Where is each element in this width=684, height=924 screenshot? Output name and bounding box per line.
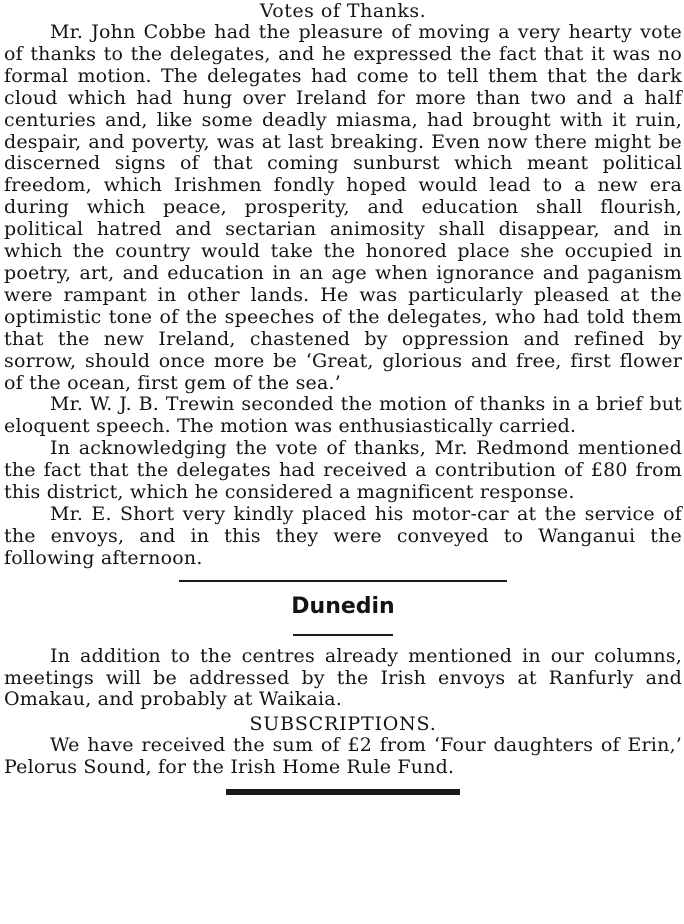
newspaper-column xyxy=(4,0,682,795)
dunedin-heading: Dunedin xyxy=(291,593,395,619)
subscriptions-paragraph: We have received the sum of £2 from ‘Four daughters of Erin,’ Pelorus Sound, for the Irish Home Rule Fund. xyxy=(4,734,682,779)
subscriptions-heading: SUBSCRIPTIONS. xyxy=(249,713,437,736)
end-rule xyxy=(226,789,460,795)
heading-underline xyxy=(293,634,393,636)
votes-paragraph-3: In acknowledging the vote of thanks, Mr. Redmond mentioned the fact that the delegates had received a contribution of £80 from this district, which he considered a magnificent response. xyxy=(4,437,682,504)
votes-paragraph-1: Mr. John Cobbe had the pleasure of moving a very hearty vote of thanks to the delegates, and he expressed the fact that it was no formal motion. The delegates had come to tell them that the dark cloud which had hung over Ireland for more than two and a half centuries and, like some deadly miasma, had brought with it ruin, despair, and poverty, was at last breaking. Even now there might be discerned signs of that coming sunburst which meant political freedom, which Irishmen fondly hoped would lead to a new era during which peace, prosperity, and education shall flourish, political hatred and sectarian animosity shall disappear, and in which the country would take the honored place she occupied in poetry, art, and education in an age when ignorance and paganism were rampant in other lands. He was particularly pleased at the optimistic tone of the speeches of the delegates, who had told them that the new Ireland, chastened by oppression and refined by sorrow, should once more be ‘Great, glorious and free, first flower of the ocean, first gem of the sea.’ xyxy=(4,21,682,394)
section-divider xyxy=(179,580,507,582)
votes-paragraph-4: Mr. E. Short very kindly placed his motor-car at the service of the envoys, and in this they were conveyed to Wanganui the following afternoon. xyxy=(4,502,682,569)
dunedin-paragraph: In addition to the centres already mentioned in our columns, meetings will be addressed by the Irish envoys at Ranfurly and Omakau, and probably at Waikaia. xyxy=(4,644,682,711)
votes-paragraph-2: Mr. W. J. B. Trewin seconded the motion of thanks in a brief but eloquent speech. The motion was enthusiastically carried. xyxy=(4,393,682,438)
votes-heading: Votes of Thanks. xyxy=(259,0,427,22)
